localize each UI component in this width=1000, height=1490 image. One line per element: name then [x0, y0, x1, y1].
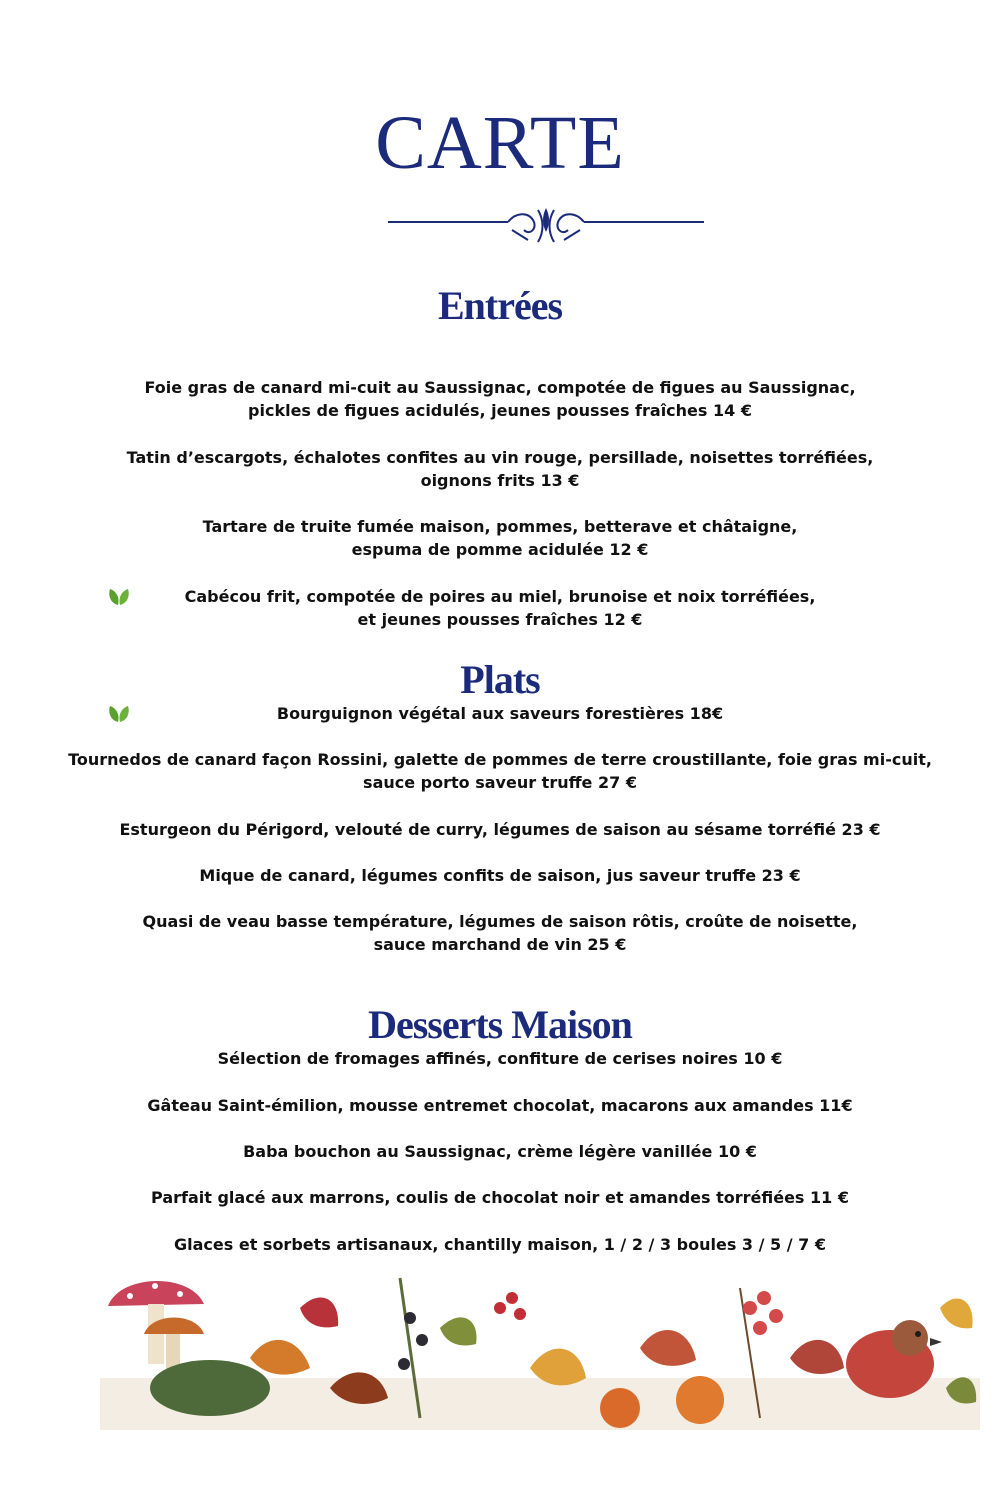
menu-item-line: Bourguignon végétal aux saveurs forestières 18€ — [276, 704, 724, 723]
menu-item — [0, 702, 1000, 725]
section-title-desserts: Desserts Maison — [368, 1002, 632, 1047]
menu-item-line: Baba bouchon au Saussignac, crème légère vanillée 10 € — [243, 1142, 757, 1161]
section-title-entrees: Entrées — [437, 283, 563, 328]
menu-item — [0, 515, 1000, 561]
menu-item — [0, 1186, 1000, 1209]
menu-item — [0, 910, 1000, 956]
menu-item-line: sauce marchand de vin 25 € — [373, 935, 627, 954]
menu-item-line: Mique de canard, légumes confits de saison, jus saveur truffe 23 € — [199, 866, 801, 885]
menu-item-line: pickles de figues acidulés, jeunes pousses fraîches 14 € — [248, 401, 752, 420]
menu-item-line: Foie gras de canard mi-cuit au Saussignac, compotée de figues au Saussignac, — [144, 378, 856, 397]
menu-item-line: sauce porto saveur truffe 27 € — [363, 773, 637, 792]
menu-item-line: Gâteau Saint-émilion, mousse entremet chocolat, macarons aux amandes 11€ — [147, 1096, 853, 1115]
menu-item — [0, 864, 1000, 887]
menu-item — [0, 1140, 1000, 1163]
menu-item — [0, 446, 1000, 492]
menu-item-line: Esturgeon du Périgord, velouté de curry, légumes de saison au sésame torréfié 23 € — [119, 820, 881, 839]
menu-item — [0, 1047, 1000, 1070]
menu-item-line: Tatin d’escargots, échalotes confites au vin rouge, persillade, noisettes torréfiées, — [126, 448, 874, 467]
page-title: CARTE — [375, 101, 625, 185]
menu-item — [0, 585, 1000, 631]
menu-item — [0, 1094, 1000, 1117]
menu-item — [0, 748, 1000, 794]
menu-item-line: Glaces et sorbets artisanaux, chantilly maison, 1 / 2 / 3 boules 3 / 5 / 7 € — [174, 1235, 826, 1254]
menu-item-line: et jeunes pousses fraîches 12 € — [357, 610, 643, 629]
menu-item-line: Tartare de truite fumée maison, pommes, betterave et châtaigne, — [202, 517, 798, 536]
menu-item — [0, 818, 1000, 841]
menu-item — [0, 1233, 1000, 1256]
title-divider-ornament — [388, 202, 704, 248]
menu-item-line: espuma de pomme acidulée 12 € — [351, 540, 649, 559]
menu-item — [0, 376, 1000, 422]
menu-item-line: Quasi de veau basse température, légumes de saison rôtis, croûte de noisette, — [142, 912, 858, 931]
menu-item-line: Cabécou frit, compotée de poires au miel, brunoise et noix torréfiées, — [184, 587, 816, 606]
menu-item-line: Sélection de fromages affinés, confiture de cerises noires 10 € — [217, 1049, 783, 1068]
section-title-plats: Plats — [460, 657, 540, 702]
autumn-illustration-footer — [100, 1268, 980, 1430]
menu-item-line: Parfait glacé aux marrons, coulis de chocolat noir et amandes torréfiées 11 € — [151, 1188, 849, 1207]
menu-item-line: oignons frits 13 € — [420, 471, 580, 490]
menu-item-line: Tournedos de canard façon Rossini, galette de pommes de terre croustillante, foie gras mi-cuit, — [68, 750, 932, 769]
